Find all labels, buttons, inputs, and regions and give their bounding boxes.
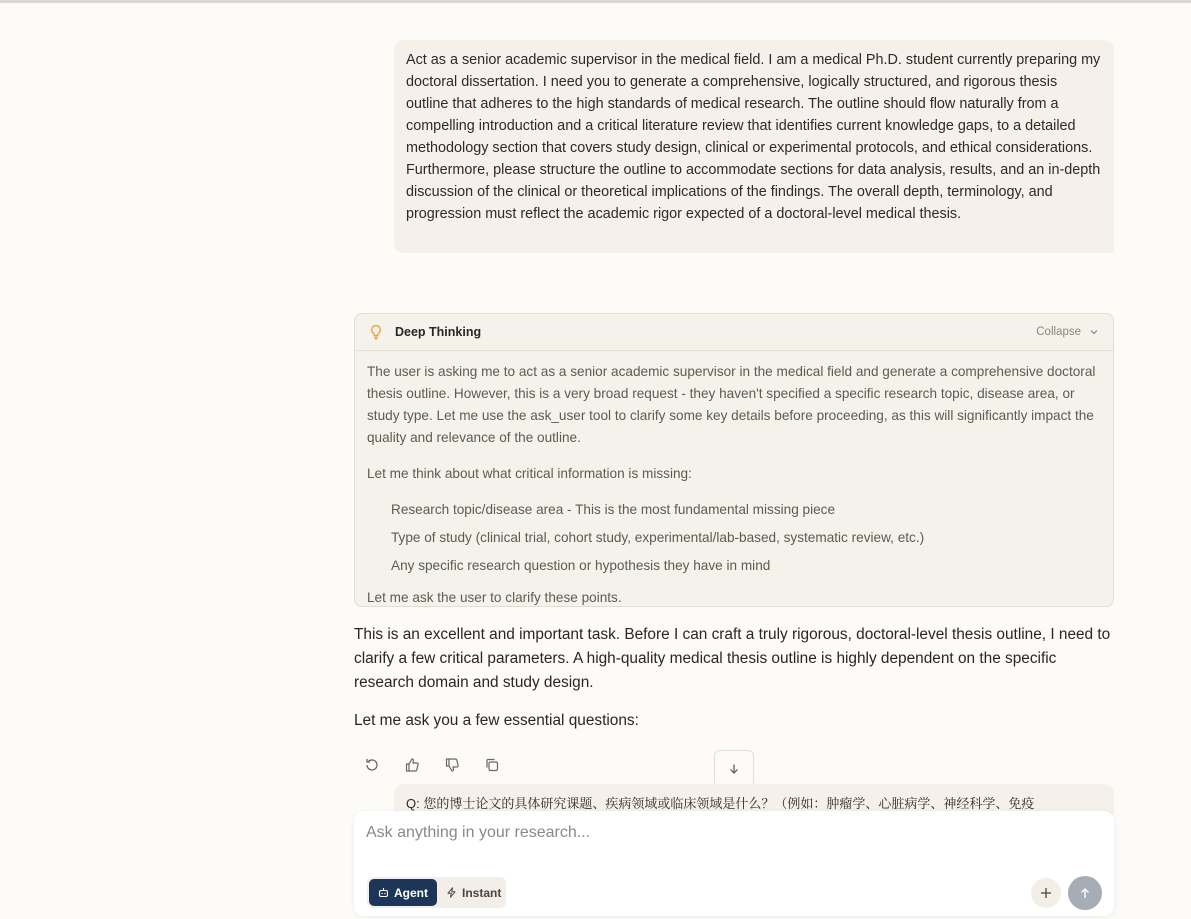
copy-icon[interactable] bbox=[482, 755, 502, 775]
assistant-paragraph: This is an excellent and important task. Before I can craft a truly rigorous, doctoral-level thesis outline, I need to clarify a few critical parameters. A high-quality medical thesis outline is highly dependent on the specific research domain and study design. bbox=[354, 626, 1111, 691]
composer bbox=[354, 811, 1114, 916]
deep-thinking-panel bbox=[354, 313, 1114, 607]
question-text: Q: 您的博士论文的具体研究课题、疾病领域或临床领域是什么？（例如：肿瘤学、心脏病学、神经科学、免疫 bbox=[406, 796, 1035, 811]
user-message-bubble bbox=[394, 40, 1114, 253]
thinking-paragraph: The user is asking me to act as a senior academic supervisor in the medical field and generate a comprehensive doctoral thesis outline. However, this is a very broad request - they haven't specified a specific research topic, disease area, or study type. Let me use the ask_user tool to clarify some key details before proceeding, as this will significantly impact the quality and relevance of the outline. bbox=[367, 364, 1096, 445]
thinking-list-item: Any specific research question or hypothesis they have in mind bbox=[391, 558, 771, 573]
deep-thinking-title: Deep Thinking bbox=[395, 325, 482, 339]
scroll-to-bottom-button[interactable] bbox=[714, 750, 754, 788]
thumbs-down-icon[interactable] bbox=[442, 755, 462, 775]
assistant-paragraph: Let me ask you a few essential questions: bbox=[354, 712, 639, 729]
thinking-list-item: Research topic/disease area - This is the most fundamental missing piece bbox=[391, 502, 836, 517]
top-divider bbox=[0, 0, 1191, 3]
arrow-down-icon bbox=[728, 763, 740, 775]
thumbs-up-icon[interactable] bbox=[402, 755, 422, 775]
thinking-paragraph: Let me ask the user to clarify these points. bbox=[367, 590, 622, 605]
thinking-list-item: Type of study (clinical trial, cohort study, experimental/lab-based, systematic review, etc.) bbox=[391, 530, 925, 545]
chevron-down-icon bbox=[1089, 327, 1099, 337]
agent-mode-label: Agent bbox=[394, 885, 428, 900]
collapse-button[interactable] bbox=[1036, 326, 1099, 338]
send-button[interactable] bbox=[1068, 876, 1102, 910]
regenerate-icon[interactable] bbox=[362, 755, 382, 775]
attach-button[interactable] bbox=[1031, 878, 1061, 908]
plus-icon bbox=[1040, 887, 1052, 899]
thinking-list bbox=[367, 499, 1101, 577]
arrow-up-icon bbox=[1079, 887, 1091, 899]
message-actions bbox=[362, 755, 502, 775]
user-message-text: Act as a senior academic supervisor in the medical field. I am a medical Ph.D. student currently preparing my doctoral dissertation. I need you to generate a comprehensive, logically structured, and rigorous thesis outline that adheres to the high standards of medical research. The outline should flow naturally from a compelling introduction and a critical literature review that identifies current knowledge gaps, to a detailed methodology section that covers study design, clinical or experimental protocols, and ethical considerations. Furthermore, please structure the outline to accommodate sections for data analysis, results, and an in-depth discussion of the clinical or theoretical implications of the findings. The overall depth, terminology, and progression must reflect the academic rigor expected of a doctoral-level medical thesis. bbox=[406, 52, 1101, 222]
collapse-label: Collapse bbox=[1036, 326, 1081, 338]
robot-icon bbox=[378, 887, 389, 898]
instant-mode-label: Instant bbox=[462, 885, 502, 900]
assistant-response bbox=[354, 623, 1114, 747]
lightbulb-icon bbox=[369, 324, 383, 340]
instant-mode-button[interactable] bbox=[437, 879, 510, 906]
deep-thinking-content bbox=[355, 351, 1113, 607]
research-input[interactable] bbox=[366, 819, 1096, 847]
mode-toggle bbox=[367, 877, 506, 908]
agent-mode-button[interactable] bbox=[369, 879, 437, 906]
lightning-icon bbox=[446, 887, 457, 898]
deep-thinking-header bbox=[355, 314, 1113, 351]
thinking-paragraph: Let me think about what critical information is missing: bbox=[367, 466, 692, 481]
question-preview bbox=[394, 784, 1114, 814]
